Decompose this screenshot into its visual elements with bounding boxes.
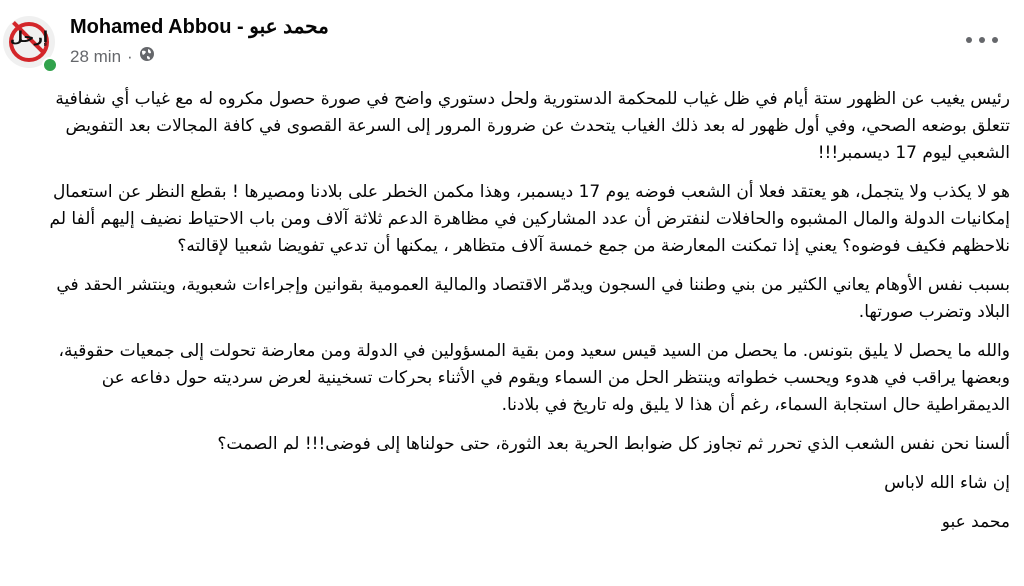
post-paragraph: والله ما يحصل لا يليق بتونس. ما يحصل من السيد قيس سعيد ومن بقية المسؤولين في الدولة ومن معارضة تحولت إلى جمعيات حقوقية، وبعضها يراقب في هدوء ويحسب خطواته وينتظر الحل من السماء ويقوم في الأثناء بحركات تسخينية لعرض سرديته حول دفاعه عن الديمقراطية حال استجابة السماء، رغم أن هذا لا يليق وله تاريخ في بلادنا. xyxy=(58,341,1010,415)
more-options-button[interactable] xyxy=(966,28,998,52)
more-horizontal-icon xyxy=(992,37,998,43)
more-horizontal-icon xyxy=(979,37,985,43)
post-meta xyxy=(70,46,155,67)
meta-separator: · xyxy=(127,46,133,66)
post-paragraph: إن شاء الله لاباس xyxy=(884,473,1010,493)
post-paragraph: بسبب نفس الأوهام يعاني الكثير من بني وطننا في السجون ويدمّر الاقتصاد والمالية العمومية بقوانين وإجراءات شعبوية، وينتشر الحقد في البلاد وتضرب صورتها. xyxy=(56,275,1010,322)
post-header xyxy=(0,0,1024,80)
author-name[interactable]: Mohamed Abbou - محمد عبو xyxy=(70,16,329,38)
online-status-dot xyxy=(42,57,58,73)
more-horizontal-icon xyxy=(966,37,972,43)
avatar-logo-text: إرحل xyxy=(10,28,48,46)
post-signature: محمد عبو xyxy=(941,512,1010,532)
post-paragraph: هو لا يكذب ولا يتجمل، هو يعتقد فعلا أن الشعب فوضه يوم 17 ديسمبر، وهذا مكمن الخطر على بلادنا ومصيرها ! بقطع النظر عن استعمال إمكانيات الدولة والمال المشبوه والحافلات لنفترض أن عدد المشاركين في مظاهرة الدعم ثلاثة آلاف ومن باب الاحتياط نضيف إليهم ألفا لم نلاحظهم فكيف فوضوه؟ يعني إذا تمكنت المعارضة من جمع خمسة آلاف متظاهر ، يمكنها أن تدعي تفويضا شعبيا لإقالته؟ xyxy=(49,182,1010,256)
post-time[interactable]: 28 min xyxy=(70,46,122,66)
post-paragraph: ألسنا نحن نفس الشعب الذي تحرر ثم تجاوز كل ضوابط الحرية بعد الثورة، حتى حولناها إلى فوضى!!! لم الصمت؟ xyxy=(217,434,1010,454)
post-paragraph: رئيس يغيب عن الظهور ستة أيام في ظل غياب للمحكمة الدستورية ولحل دستوري واضح في صورة حصول مكروه له مع غياب أي شفافية تتعلق بوضعه الصحي، وفي أول ظهور له بعد ذلك الغياب يتحدث عن ضرورة المرور إلى السرعة القصوى في كافة المجالات بعد التفويض الشعبي ليوم 17 ديسمبر!!! xyxy=(55,89,1010,163)
globe-icon[interactable] xyxy=(139,46,155,67)
post-body xyxy=(20,86,1010,548)
